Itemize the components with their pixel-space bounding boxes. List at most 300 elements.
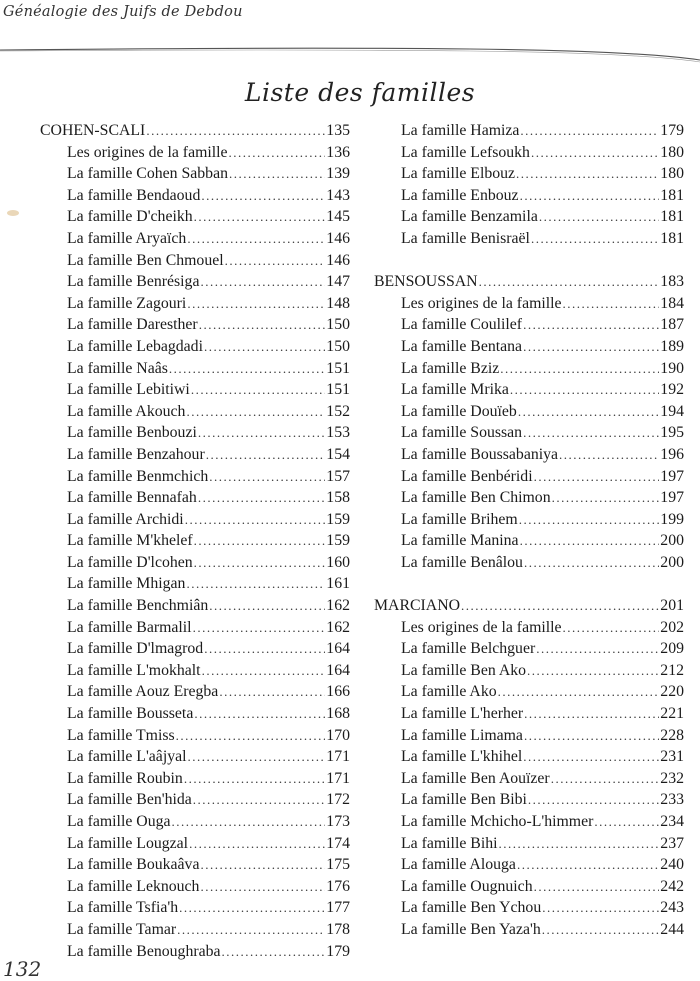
toc-entry-page: 161 bbox=[326, 575, 350, 593]
toc-entry-label: La famille Limama bbox=[401, 726, 523, 744]
toc-entry-label: La famille Bihi bbox=[401, 834, 498, 852]
toc-entry-page: 192 bbox=[660, 381, 684, 399]
toc-entry-page: 164 bbox=[326, 661, 350, 679]
toc-entry bbox=[374, 897, 684, 919]
toc-entry-label: La famille Tmiss bbox=[67, 726, 175, 744]
toc-entry bbox=[40, 573, 350, 595]
toc-entry-label: COHEN-SCALI bbox=[40, 122, 146, 139]
toc-entry-label: Les origines de la famille bbox=[67, 143, 228, 161]
dot-leader bbox=[461, 595, 659, 617]
toc-entry bbox=[40, 530, 350, 552]
toc-entry bbox=[374, 120, 684, 142]
toc-entry-page: 190 bbox=[660, 359, 684, 377]
toc-column-right bbox=[374, 120, 684, 941]
dot-leader bbox=[179, 897, 325, 919]
toc-entry-page: 199 bbox=[660, 510, 684, 528]
toc-entry bbox=[40, 595, 350, 617]
toc-entry-label: La famille Ben Yaza'h bbox=[401, 920, 541, 938]
dot-leader bbox=[194, 206, 326, 228]
dot-leader bbox=[206, 444, 326, 466]
toc-entry-page: 146 bbox=[326, 229, 350, 247]
toc-entry-page: 166 bbox=[326, 683, 350, 701]
toc-entry bbox=[40, 142, 350, 164]
toc-entry-page: 212 bbox=[660, 661, 684, 679]
toc-entry-page: 179 bbox=[660, 122, 684, 139]
dot-leader bbox=[198, 487, 325, 509]
toc-entry bbox=[374, 336, 684, 358]
toc-entry-label: La famille Enbouz bbox=[401, 186, 519, 204]
toc-entry bbox=[40, 422, 350, 444]
page-number: 132 bbox=[3, 957, 42, 981]
toc-entry bbox=[374, 811, 684, 833]
toc-entry bbox=[374, 401, 684, 423]
toc-entry-label: La famille Soussan bbox=[401, 424, 523, 442]
dot-leader bbox=[559, 444, 659, 466]
toc-column-left bbox=[40, 120, 350, 962]
toc-entry-label: La famille Akouch bbox=[67, 402, 186, 420]
toc-entry-page: 197 bbox=[660, 489, 684, 507]
dot-leader bbox=[563, 617, 660, 639]
toc-entry-page: 174 bbox=[326, 834, 350, 852]
toc-entry bbox=[40, 358, 350, 380]
toc-entry-page: 170 bbox=[326, 726, 350, 744]
dot-leader bbox=[194, 530, 326, 552]
toc-entry bbox=[40, 638, 350, 660]
toc-entry bbox=[374, 314, 684, 336]
toc-entry-page: 181 bbox=[660, 229, 684, 247]
toc-entry-label: La famille Ako bbox=[401, 683, 497, 701]
dot-leader bbox=[518, 401, 659, 423]
toc-entry-page: 181 bbox=[660, 186, 684, 204]
toc-entry-label: La famille Benisraël bbox=[401, 229, 530, 247]
toc-entry-label: La famille D'lcohen bbox=[67, 553, 193, 571]
toc-entry-label: La famille Lebagdadi bbox=[67, 337, 203, 355]
toc-entry bbox=[40, 552, 350, 574]
toc-entry-page: 148 bbox=[326, 294, 350, 312]
toc-entry bbox=[374, 163, 684, 185]
dot-leader bbox=[185, 509, 326, 531]
toc-entry-label: La famille Bendaoud bbox=[67, 186, 201, 204]
dot-leader bbox=[229, 142, 326, 164]
toc-entry bbox=[40, 617, 350, 639]
toc-entry-label: La famille Naâs bbox=[67, 359, 168, 377]
toc-entry bbox=[40, 811, 350, 833]
toc-entry bbox=[40, 876, 350, 898]
toc-entry-label: La famille L'herher bbox=[401, 705, 524, 723]
toc-entry-page: 172 bbox=[326, 791, 350, 809]
toc-entry-page: 176 bbox=[326, 877, 350, 895]
dot-leader bbox=[542, 897, 659, 919]
toc-entry-page: 147 bbox=[326, 273, 350, 291]
toc-entry bbox=[374, 725, 684, 747]
toc-entry-label: BENSOUSSAN bbox=[374, 273, 478, 291]
dot-leader bbox=[200, 876, 325, 898]
toc-entry-page: 151 bbox=[326, 359, 350, 377]
toc-section-heading bbox=[40, 120, 350, 142]
toc-entry-page: 232 bbox=[660, 769, 684, 787]
toc-entry-label: La famille Leknouch bbox=[67, 877, 200, 895]
toc-entry bbox=[374, 746, 684, 768]
toc-entry-page: 153 bbox=[326, 424, 350, 442]
toc-entry-page: 196 bbox=[660, 445, 684, 463]
toc-entry-page: 209 bbox=[660, 640, 684, 658]
dot-leader bbox=[520, 530, 660, 552]
toc-entry-page: 180 bbox=[660, 143, 684, 161]
toc-entry-label: La famille Zagouri bbox=[67, 294, 187, 312]
toc-entry-label: La famille Barmalil bbox=[67, 618, 192, 636]
toc-entry-label: La famille Ben Ychou bbox=[401, 899, 542, 917]
toc-entry-label: La famille Ben Chimon bbox=[401, 489, 551, 507]
toc-entry-label: La famille Benrésiga bbox=[67, 273, 200, 291]
toc-entry bbox=[40, 336, 350, 358]
dot-leader bbox=[523, 746, 659, 768]
dot-leader bbox=[188, 746, 326, 768]
toc-entry-label: La famille Benchmiân bbox=[67, 597, 209, 615]
toc-entry-page: 202 bbox=[660, 618, 684, 636]
toc-entry-label: La famille Ben'hida bbox=[67, 791, 192, 809]
toc-entry-label: La famille Mrika bbox=[401, 381, 509, 399]
toc-entry-page: 201 bbox=[660, 597, 684, 615]
toc-entry bbox=[40, 250, 350, 272]
dot-leader bbox=[524, 703, 659, 725]
dot-leader bbox=[498, 681, 660, 703]
toc-entry-page: 150 bbox=[326, 337, 350, 355]
dot-leader bbox=[519, 509, 660, 531]
dot-leader bbox=[200, 271, 325, 293]
dot-leader bbox=[594, 811, 659, 833]
toc-entry bbox=[40, 833, 350, 855]
toc-entry-label: La famille Alouga bbox=[401, 856, 516, 874]
dot-leader bbox=[186, 573, 325, 595]
toc-entry-page: 197 bbox=[660, 467, 684, 485]
dot-leader bbox=[531, 228, 659, 250]
toc-entry-label: La famille Bentana bbox=[401, 337, 523, 355]
toc-entry bbox=[40, 703, 350, 725]
toc-entry bbox=[40, 681, 350, 703]
dot-leader bbox=[510, 379, 659, 401]
dot-leader bbox=[200, 854, 325, 876]
toc-entry bbox=[40, 271, 350, 293]
toc-entry bbox=[374, 293, 684, 315]
toc-entry-page: 150 bbox=[326, 316, 350, 334]
toc-entry bbox=[40, 746, 350, 768]
dot-leader bbox=[523, 422, 659, 444]
toc-entry bbox=[40, 314, 350, 336]
dot-leader bbox=[176, 725, 326, 747]
dot-leader bbox=[552, 487, 660, 509]
toc-section-heading bbox=[374, 271, 684, 293]
dot-leader bbox=[189, 833, 325, 855]
toc-entry bbox=[374, 379, 684, 401]
toc-entry-label: La famille D'lmagrod bbox=[67, 640, 204, 658]
toc-entry-page: 179 bbox=[326, 942, 350, 960]
toc-entry-page: 200 bbox=[660, 532, 684, 550]
toc-entry bbox=[374, 854, 684, 876]
toc-entry-label: La famille Aouz Eregba bbox=[67, 683, 219, 701]
toc-entry bbox=[374, 552, 684, 574]
dot-leader bbox=[194, 552, 326, 574]
dot-leader bbox=[229, 163, 325, 185]
toc-entry-page: 234 bbox=[660, 813, 684, 830]
dot-leader bbox=[202, 660, 326, 682]
dot-leader bbox=[191, 379, 325, 401]
toc-entry-page: 162 bbox=[326, 618, 350, 636]
toc-entry bbox=[374, 509, 684, 531]
dot-leader bbox=[499, 833, 660, 855]
toc-entry-label: La famille Brihem bbox=[401, 510, 518, 528]
toc-entry-label: La famille Benâlou bbox=[401, 553, 523, 571]
dot-leader bbox=[524, 552, 659, 574]
toc-entry-page: 151 bbox=[326, 381, 350, 399]
toc-entry-label: La famille Bousseta bbox=[67, 705, 194, 723]
toc-entry bbox=[374, 703, 684, 725]
toc-entry-label: La famille D'cheikh bbox=[67, 208, 193, 226]
dot-leader bbox=[534, 876, 660, 898]
toc-entry-label: La famille Benbéridi bbox=[401, 467, 533, 485]
toc-entry bbox=[374, 487, 684, 509]
dot-leader bbox=[146, 120, 325, 142]
toc-entry-label: La famille Tsfia'h bbox=[67, 899, 179, 917]
toc-entry-label: Les origines de la famille bbox=[401, 294, 562, 312]
dot-leader bbox=[199, 314, 326, 336]
toc-entry bbox=[374, 789, 684, 811]
toc-entry-page: 143 bbox=[326, 186, 350, 204]
toc-entry-label: La famille Lebitiwi bbox=[67, 381, 190, 399]
toc-entry-page: 171 bbox=[326, 769, 350, 787]
page-title: Liste des familles bbox=[244, 78, 476, 107]
toc-entry bbox=[374, 660, 684, 682]
toc-entry-label: La famille Benzahour bbox=[67, 445, 205, 463]
toc-entry bbox=[40, 163, 350, 185]
dot-leader bbox=[527, 660, 659, 682]
dot-leader bbox=[531, 142, 659, 164]
toc-entry-label: La famille Ougnuich bbox=[401, 877, 533, 895]
toc-entry-page: 237 bbox=[660, 834, 684, 852]
toc-entry bbox=[40, 228, 350, 250]
dot-leader bbox=[539, 206, 659, 228]
toc-entry bbox=[374, 142, 684, 164]
toc-entry-page: 200 bbox=[660, 553, 684, 571]
dot-leader bbox=[209, 595, 325, 617]
dot-leader bbox=[187, 228, 325, 250]
toc-entry-label: La famille Bziz bbox=[401, 359, 500, 377]
toc-entry-page: 171 bbox=[326, 748, 350, 766]
toc-entry-label: La famille Aryaïch bbox=[67, 229, 187, 247]
toc-entry-label: La famille Mchicho-L'himmer bbox=[401, 813, 594, 830]
dot-leader bbox=[172, 811, 326, 833]
dot-leader bbox=[219, 681, 325, 703]
toc-entry-page: 168 bbox=[326, 705, 350, 723]
toc-entry bbox=[374, 919, 684, 941]
dot-leader bbox=[177, 919, 325, 941]
toc-entry bbox=[40, 293, 350, 315]
dot-leader bbox=[551, 768, 660, 790]
toc-entry-label: La famille Benoughraba bbox=[67, 942, 221, 960]
toc-entry-label: La famille Hamiza bbox=[401, 122, 520, 139]
toc-entry-page: 136 bbox=[326, 143, 350, 161]
toc-entry-page: 177 bbox=[326, 899, 350, 917]
dot-leader bbox=[186, 401, 325, 423]
toc-entry bbox=[374, 530, 684, 552]
toc-entry bbox=[374, 768, 684, 790]
toc-entry-label: La famille L'mokhalt bbox=[67, 661, 201, 679]
toc-entry bbox=[40, 379, 350, 401]
toc-entry-label: La famille L'aâjyal bbox=[67, 748, 187, 766]
dot-leader bbox=[184, 768, 325, 790]
toc-entry-label: MARCIANO bbox=[374, 597, 461, 615]
dot-leader bbox=[204, 638, 325, 660]
dot-leader bbox=[520, 120, 659, 142]
toc-entry bbox=[40, 444, 350, 466]
toc-entry bbox=[40, 206, 350, 228]
toc-entry-page: 180 bbox=[660, 165, 684, 183]
toc-entry-page: 178 bbox=[326, 920, 350, 938]
dot-leader bbox=[169, 358, 325, 380]
paper-stain bbox=[7, 210, 19, 216]
toc-entry bbox=[40, 919, 350, 941]
toc-entry bbox=[374, 833, 684, 855]
toc-entry-label: La famille Archidi bbox=[67, 510, 184, 528]
toc-entry-label: La famille Boussabaniya bbox=[401, 445, 559, 463]
toc-entry-page: 195 bbox=[660, 424, 684, 442]
dot-leader bbox=[523, 336, 659, 358]
toc-entry-label: La famille Mhigan bbox=[67, 575, 186, 593]
toc-entry bbox=[374, 617, 684, 639]
toc-entry-label: La famille Douïeb bbox=[401, 402, 517, 420]
toc-entry-page: 231 bbox=[660, 748, 684, 766]
toc-entry bbox=[374, 681, 684, 703]
toc-entry bbox=[40, 660, 350, 682]
dot-leader bbox=[193, 789, 326, 811]
toc-entry-page: 173 bbox=[326, 813, 350, 830]
toc-entry bbox=[40, 941, 350, 963]
toc-entry-page: 240 bbox=[660, 856, 684, 874]
toc-entry bbox=[374, 876, 684, 898]
toc-entry bbox=[374, 422, 684, 444]
toc-entry bbox=[374, 206, 684, 228]
toc-entry-label: La famille Elbouz bbox=[401, 165, 516, 183]
toc-entry-page: 221 bbox=[660, 705, 684, 723]
dot-leader bbox=[193, 617, 326, 639]
toc-entry-label: La famille Benbouzi bbox=[67, 424, 197, 442]
toc-entry-page: 181 bbox=[660, 208, 684, 226]
toc-entry-page: 154 bbox=[326, 445, 350, 463]
toc-entry-page: 160 bbox=[326, 553, 350, 571]
toc-entry-page: 152 bbox=[326, 402, 350, 420]
toc-entry-page: 159 bbox=[326, 510, 350, 528]
toc-entry-label: La famille Ben Aouïzer bbox=[401, 769, 550, 787]
toc-entry-label: La famille Daresther bbox=[67, 316, 198, 334]
toc-entry bbox=[40, 487, 350, 509]
toc-entry bbox=[40, 466, 350, 488]
toc-entry-page: 146 bbox=[326, 251, 350, 269]
toc-entry-label: La famille Cohen Sabban bbox=[67, 165, 228, 183]
toc-entry bbox=[40, 401, 350, 423]
toc-entry-label: La famille Ben Ako bbox=[401, 661, 527, 679]
dot-leader bbox=[198, 422, 325, 444]
dot-leader bbox=[479, 271, 660, 293]
dot-leader bbox=[204, 336, 325, 358]
toc-entry-label: La famille M'khelef bbox=[67, 532, 193, 550]
toc-entry bbox=[374, 228, 684, 250]
toc-section-heading bbox=[374, 595, 684, 617]
toc-entry-page: 158 bbox=[326, 489, 350, 507]
dot-leader bbox=[534, 466, 660, 488]
toc-entry-page: 189 bbox=[660, 337, 684, 355]
dot-leader bbox=[209, 466, 325, 488]
toc-entry-label: La famille Tamar bbox=[67, 920, 177, 938]
toc-entry-page: 184 bbox=[660, 294, 684, 312]
toc-entry-page: 135 bbox=[326, 122, 350, 139]
toc-entry-label: La famille Coulilef bbox=[401, 316, 523, 334]
toc-entry bbox=[40, 854, 350, 876]
toc-entry-label: Les origines de la famille bbox=[401, 618, 562, 636]
toc-entry-page: 187 bbox=[660, 316, 684, 334]
toc-entry-label: La famille Manina bbox=[401, 532, 519, 550]
dot-leader bbox=[516, 163, 659, 185]
toc-entry bbox=[40, 509, 350, 531]
dot-leader bbox=[201, 185, 325, 207]
toc-entry-page: 194 bbox=[660, 402, 684, 420]
toc-entry-page: 159 bbox=[326, 532, 350, 550]
header-rule bbox=[0, 44, 700, 64]
toc-entry-label: La famille Ben Bibi bbox=[401, 791, 527, 809]
dot-leader bbox=[523, 314, 659, 336]
dot-leader bbox=[536, 638, 659, 660]
toc-entry-page: 244 bbox=[660, 920, 684, 938]
toc-entry bbox=[40, 789, 350, 811]
toc-entry-label: La famille Boukaâva bbox=[67, 856, 200, 874]
toc-entry-label: La famille Belchguer bbox=[401, 640, 536, 658]
dot-leader bbox=[520, 185, 660, 207]
toc-entry-page: 242 bbox=[660, 877, 684, 895]
toc-entry-page: 139 bbox=[326, 165, 350, 183]
dot-leader bbox=[222, 941, 326, 963]
toc-entry-page: 220 bbox=[660, 683, 684, 701]
toc-entry-page: 145 bbox=[326, 208, 350, 226]
toc-entry-page: 164 bbox=[326, 640, 350, 658]
toc-entry-label: La famille Lougzal bbox=[67, 834, 189, 852]
running-head: Généalogie des Juifs de Debdou bbox=[3, 4, 243, 20]
toc-entry-label: La famille Ouga bbox=[67, 813, 171, 830]
toc-entry bbox=[374, 466, 684, 488]
toc-entry-page: 228 bbox=[660, 726, 684, 744]
toc-entry-page: 157 bbox=[326, 467, 350, 485]
toc-entry bbox=[374, 444, 684, 466]
toc-entry bbox=[40, 897, 350, 919]
dot-leader bbox=[563, 293, 660, 315]
toc-entry-label: La famille Bennafah bbox=[67, 489, 197, 507]
dot-leader bbox=[528, 789, 659, 811]
toc-entry-label: La famille Ben Chmouel bbox=[67, 251, 224, 269]
toc-entry-label: La famille Roubin bbox=[67, 769, 183, 787]
toc-entry-page: 233 bbox=[660, 791, 684, 809]
toc-entry-page: 183 bbox=[660, 273, 684, 291]
dot-leader bbox=[517, 854, 659, 876]
toc-entry-label: La famille L'khihel bbox=[401, 748, 523, 766]
toc-entry-page: 243 bbox=[660, 899, 684, 917]
dot-leader bbox=[542, 919, 660, 941]
toc-entry-label: La famille Benzamila bbox=[401, 208, 538, 226]
dot-leader bbox=[225, 250, 326, 272]
toc-entry bbox=[40, 725, 350, 747]
dot-leader bbox=[524, 725, 659, 747]
toc-entry bbox=[40, 185, 350, 207]
toc-entry-label: La famille Benmchich bbox=[67, 467, 209, 485]
toc-entry bbox=[374, 358, 684, 380]
toc-entry bbox=[374, 638, 684, 660]
dot-leader bbox=[194, 703, 325, 725]
